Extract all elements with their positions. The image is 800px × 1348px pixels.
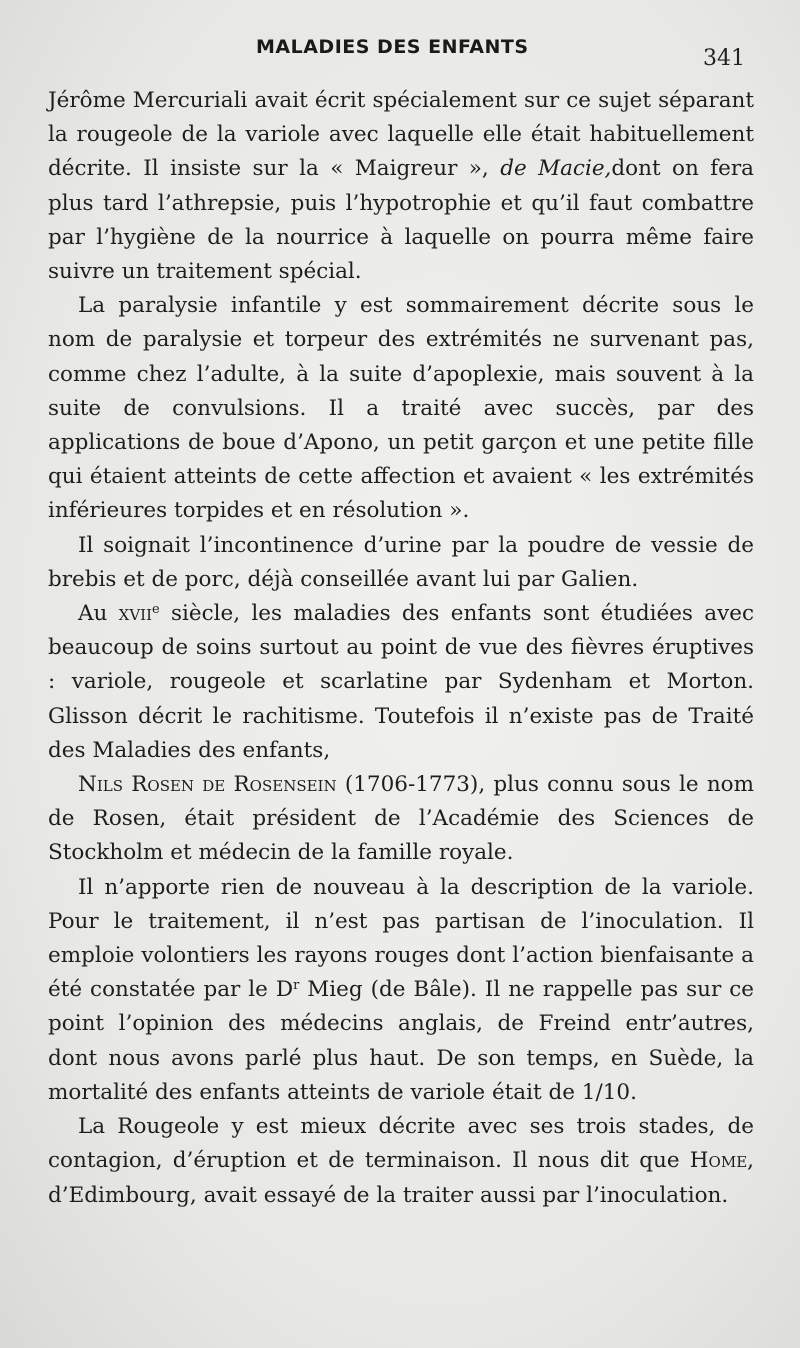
paragraph-paralysie: La paralysie infantile y est sommairement décrite sous le nom de paralysie et torpeur des extrémités ne survenant pas, comme chez l’adulte, à la suite d’apoplexie, mais souvent à la suite de convulsions. Il a traité avec succès, par des applications de boue d’Apono, un petit garçon et une petite fille qui étaient atteints de cette affection et avaient « les extrémités inférieures torpides et en résolution ».: [48, 293, 754, 524]
page-number: 341: [703, 46, 745, 71]
paragraph-xviie-siecle: Au xvii$^e$ siècle, les maladies des enfants sont étudiées avec beaucoup de soins surtout au point de vue des fièvres éruptives : variole, rougeole et scarlatine par Sydenham et Morton. Glisson décrit le rachitisme. Toutefois il n’existe pas de Traité des Maladies des enfants,: [48, 601, 754, 763]
paragraph-mercuriali: Jérôme Mercuriali avait écrit spécialement sur ce sujet séparant la rougeole de la variole avec laquelle elle était habituellement décrite. Il insiste sur la « Maigreur », de Macie,dont on fera plus tard l’athrepsie, puis l’hypotrophie et qu’il faut combattre par l’hygiène de la nourrice à laquelle on pourra même faire suivre un traitement spécial.: [48, 88, 754, 285]
paragraph-variole: Il n’apporte rien de nouveau à la description de la variole. Pour le traitement, il n’est pas partisan de l’inoculation. Il emploie volontiers les rayons rouges dont l’action bienfaisante a été constatée par le $D^r$ Mieg (de Bâle). Il ne rappelle pas sur ce point l’opinion des médecins anglais, de Freind entr’autres, dont nous avons parlé plus haut. De son temps, en Suède, la mortalité des enfants atteints de variole était de 1/10.: [48, 874, 755, 1105]
paragraph-rosen: Nils Rosen de Rosensein (1706-1773), plus connu sous le nom de Rosen, était président de l’Académie des Sciences de Stockholm et médecin de la famille royale.: [48, 772, 754, 866]
paragraph-incontinence: Il soignait l’incontinence d’urine par la poudre de vessie de brebis et de porc, déjà conseillée avant lui par Galien.: [48, 532, 754, 592]
body-text: [48, 84, 754, 1213]
running-header: MALADIES DES ENFANTS: [256, 36, 529, 58]
paragraph-rougeole: La Rougeole y est mieux décrite avec ses trois stades, de contagion, d’éruption et de terminaison. Il nous dit que Home, d’Edimbourg, avait essayé de la traiter aussi par l’inoculation.: [48, 1114, 754, 1208]
